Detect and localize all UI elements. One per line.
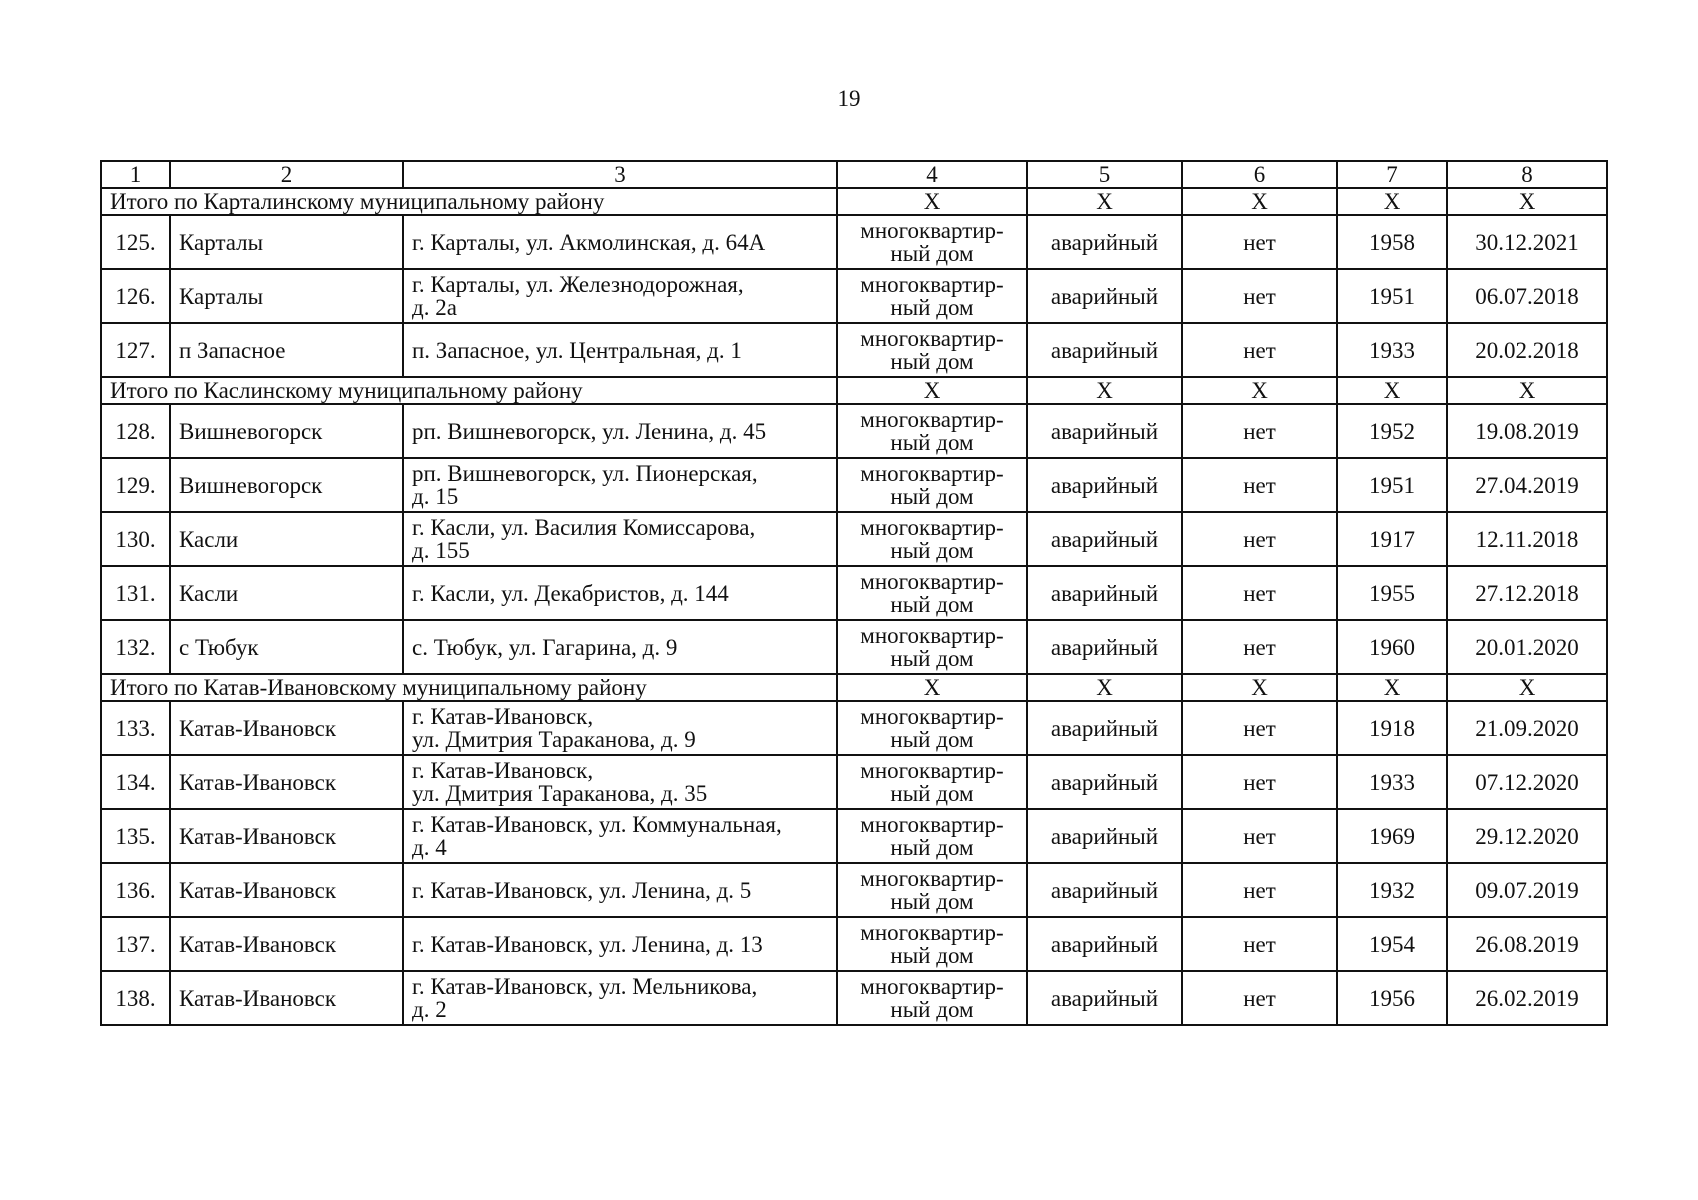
year-cell: 1954: [1337, 917, 1447, 971]
building-type-cell: [837, 458, 1027, 512]
address-line: д. 2: [412, 997, 447, 1022]
year-cell: 1951: [1337, 269, 1447, 323]
locality-cell: Касли: [170, 566, 403, 620]
year-cell: 1933: [1337, 755, 1447, 809]
address-line: г. Катав-Ивановск,: [412, 704, 594, 729]
condition-cell: аварийный: [1027, 755, 1182, 809]
building-type-cell: [837, 566, 1027, 620]
flag-cell: нет: [1182, 269, 1337, 323]
date-cell: 20.02.2018: [1447, 323, 1607, 377]
total-marker-cell: X: [1027, 377, 1182, 404]
total-marker-cell: X: [837, 188, 1027, 215]
flag-cell: нет: [1182, 809, 1337, 863]
building-type-line: ный дом: [890, 727, 974, 752]
address-cell: [403, 701, 837, 755]
total-marker-cell: X: [1447, 188, 1607, 215]
address-line: г. Касли, ул. Декабристов, д. 144: [412, 580, 729, 606]
building-type-cell: [837, 917, 1027, 971]
address-line: ул. Дмитрия Тараканова, д. 9: [412, 727, 696, 752]
address-cell: [403, 863, 837, 917]
table-row: [101, 458, 1607, 512]
building-type-line: ный дом: [890, 538, 974, 563]
total-marker-cell: X: [1447, 674, 1607, 701]
row-number-cell: 131.: [101, 566, 170, 620]
table-body: [101, 161, 1607, 1025]
table-row: [101, 404, 1607, 458]
district-total-label: Итого по Катав-Ивановскому муниципальному району: [101, 674, 837, 701]
locality-cell: Катав-Ивановск: [170, 971, 403, 1025]
year-cell: 1960: [1337, 620, 1447, 674]
condition-cell: аварийный: [1027, 215, 1182, 269]
row-number-cell: 128.: [101, 404, 170, 458]
address-cell: [403, 917, 837, 971]
flag-cell: нет: [1182, 863, 1337, 917]
building-type-line: многоквартир-: [860, 515, 1004, 540]
row-number-cell: 132.: [101, 620, 170, 674]
address-line: г. Карталы, ул. Железнодорожная,: [412, 272, 744, 297]
date-cell: 19.08.2019: [1447, 404, 1607, 458]
total-marker-cell: X: [1182, 674, 1337, 701]
date-cell: 07.12.2020: [1447, 755, 1607, 809]
address-cell: [403, 971, 837, 1025]
address-line: д. 2а: [412, 295, 457, 320]
building-type-cell: [837, 215, 1027, 269]
date-cell: 12.11.2018: [1447, 512, 1607, 566]
building-type-cell: [837, 809, 1027, 863]
building-type-line: ный дом: [890, 349, 974, 374]
condition-cell: аварийный: [1027, 701, 1182, 755]
year-cell: 1918: [1337, 701, 1447, 755]
condition-cell: аварийный: [1027, 917, 1182, 971]
locality-cell: п Запасное: [170, 323, 403, 377]
total-marker-cell: X: [1027, 674, 1182, 701]
district-total-label: Итого по Каслинскому муниципальному району: [101, 377, 837, 404]
condition-cell: аварийный: [1027, 566, 1182, 620]
building-type-cell: [837, 269, 1027, 323]
address-cell: [403, 323, 837, 377]
table-row: [101, 215, 1607, 269]
building-type-line: ный дом: [890, 835, 974, 860]
row-number-cell: 136.: [101, 863, 170, 917]
table-row: [101, 755, 1607, 809]
column-number-row: [101, 161, 1607, 188]
condition-cell: аварийный: [1027, 620, 1182, 674]
locality-cell: Катав-Ивановск: [170, 917, 403, 971]
row-number-cell: 133.: [101, 701, 170, 755]
building-type-line: ный дом: [890, 592, 974, 617]
building-type-line: многоквартир-: [860, 407, 1004, 432]
flag-cell: нет: [1182, 566, 1337, 620]
building-type-line: многоквартир-: [860, 623, 1004, 648]
building-type-line: многоквартир-: [860, 569, 1004, 594]
table-row: [101, 917, 1607, 971]
total-marker-cell: X: [837, 377, 1027, 404]
building-type-line: ный дом: [890, 295, 974, 320]
building-type-line: ный дом: [890, 781, 974, 806]
condition-cell: аварийный: [1027, 863, 1182, 917]
date-cell: 30.12.2021: [1447, 215, 1607, 269]
row-number-cell: 130.: [101, 512, 170, 566]
locality-cell: Карталы: [170, 215, 403, 269]
table-row: [101, 863, 1607, 917]
condition-cell: аварийный: [1027, 404, 1182, 458]
year-cell: 1932: [1337, 863, 1447, 917]
row-number-cell: 134.: [101, 755, 170, 809]
table-row: [101, 971, 1607, 1025]
building-type-cell: [837, 323, 1027, 377]
locality-cell: с Тюбук: [170, 620, 403, 674]
condition-cell: аварийный: [1027, 323, 1182, 377]
address-cell: [403, 809, 837, 863]
locality-cell: Катав-Ивановск: [170, 755, 403, 809]
building-type-line: многоквартир-: [860, 218, 1004, 243]
locality-cell: Катав-Ивановск: [170, 809, 403, 863]
column-number-cell: 5: [1027, 161, 1182, 188]
building-type-cell: [837, 620, 1027, 674]
year-cell: 1917: [1337, 512, 1447, 566]
address-cell: [403, 269, 837, 323]
total-marker-cell: X: [1447, 377, 1607, 404]
condition-cell: аварийный: [1027, 809, 1182, 863]
year-cell: 1933: [1337, 323, 1447, 377]
building-type-cell: [837, 863, 1027, 917]
condition-cell: аварийный: [1027, 269, 1182, 323]
locality-cell: Катав-Ивановск: [170, 863, 403, 917]
row-number-cell: 138.: [101, 971, 170, 1025]
district-total-row: [101, 674, 1607, 701]
address-cell: [403, 512, 837, 566]
district-total-row: [101, 188, 1607, 215]
flag-cell: нет: [1182, 512, 1337, 566]
date-cell: 20.01.2020: [1447, 620, 1607, 674]
column-number-cell: 2: [170, 161, 403, 188]
address-line: п. Запасное, ул. Центральная, д. 1: [412, 337, 742, 363]
district-total-label: Итого по Карталинскому муниципальному району: [101, 188, 837, 215]
row-number-cell: 127.: [101, 323, 170, 377]
flag-cell: нет: [1182, 917, 1337, 971]
building-type-line: многоквартир-: [860, 272, 1004, 297]
building-type-cell: [837, 512, 1027, 566]
date-cell: 29.12.2020: [1447, 809, 1607, 863]
condition-cell: аварийный: [1027, 512, 1182, 566]
building-type-line: ный дом: [890, 241, 974, 266]
building-type-line: многоквартир-: [860, 974, 1004, 999]
year-cell: 1955: [1337, 566, 1447, 620]
flag-cell: нет: [1182, 404, 1337, 458]
row-number-cell: 129.: [101, 458, 170, 512]
flag-cell: нет: [1182, 620, 1337, 674]
building-type-line: многоквартир-: [860, 326, 1004, 351]
address-cell: [403, 755, 837, 809]
column-number-cell: 4: [837, 161, 1027, 188]
building-type-line: многоквартир-: [860, 812, 1004, 837]
table-row: [101, 809, 1607, 863]
condition-cell: аварийный: [1027, 458, 1182, 512]
building-type-line: ный дом: [890, 430, 974, 455]
total-marker-cell: X: [1337, 188, 1447, 215]
flag-cell: нет: [1182, 323, 1337, 377]
address-line: рп. Вишневогорск, ул. Ленина, д. 45: [412, 418, 767, 444]
address-line: д. 4: [412, 835, 447, 860]
address-line: г. Катав-Ивановск, ул. Мельникова,: [412, 974, 758, 999]
flag-cell: нет: [1182, 458, 1337, 512]
building-type-line: многоквартир-: [860, 866, 1004, 891]
building-type-line: многоквартир-: [860, 704, 1004, 729]
housing-registry-table: [100, 160, 1608, 1026]
column-number-cell: 6: [1182, 161, 1337, 188]
date-cell: 26.02.2019: [1447, 971, 1607, 1025]
table-row: [101, 620, 1607, 674]
district-total-row: [101, 377, 1607, 404]
column-number-cell: 1: [101, 161, 170, 188]
condition-cell: аварийный: [1027, 971, 1182, 1025]
locality-cell: Карталы: [170, 269, 403, 323]
year-cell: 1951: [1337, 458, 1447, 512]
address-line: г. Карталы, ул. Акмолинская, д. 64А: [412, 229, 766, 255]
address-line: ул. Дмитрия Тараканова, д. 35: [412, 781, 708, 806]
year-cell: 1956: [1337, 971, 1447, 1025]
date-cell: 26.08.2019: [1447, 917, 1607, 971]
total-marker-cell: X: [1027, 188, 1182, 215]
address-line: г. Катав-Ивановск, ул. Коммунальная,: [412, 812, 782, 837]
total-marker-cell: X: [1337, 377, 1447, 404]
date-cell: 27.04.2019: [1447, 458, 1607, 512]
locality-cell: Вишневогорск: [170, 404, 403, 458]
total-marker-cell: X: [1337, 674, 1447, 701]
flag-cell: нет: [1182, 755, 1337, 809]
row-number-cell: 137.: [101, 917, 170, 971]
total-marker-cell: X: [1182, 188, 1337, 215]
address-cell: [403, 620, 837, 674]
address-line: д. 155: [412, 538, 470, 563]
building-type-line: ный дом: [890, 997, 974, 1022]
total-marker-cell: X: [1182, 377, 1337, 404]
building-type-cell: [837, 971, 1027, 1025]
table-row: [101, 512, 1607, 566]
building-type-cell: [837, 404, 1027, 458]
flag-cell: нет: [1182, 701, 1337, 755]
table-row: [101, 323, 1607, 377]
locality-cell: Катав-Ивановск: [170, 701, 403, 755]
building-type-cell: [837, 701, 1027, 755]
row-number-cell: 126.: [101, 269, 170, 323]
row-number-cell: 125.: [101, 215, 170, 269]
page-number: 19: [837, 86, 861, 111]
address-line: с. Тюбук, ул. Гагарина, д. 9: [412, 634, 678, 660]
table-row: [101, 566, 1607, 620]
table-row: [101, 269, 1607, 323]
address-line: рп. Вишневогорск, ул. Пионерская,: [412, 461, 758, 486]
year-cell: 1952: [1337, 404, 1447, 458]
address-cell: [403, 215, 837, 269]
date-cell: 21.09.2020: [1447, 701, 1607, 755]
column-number-cell: 8: [1447, 161, 1607, 188]
address-line: г. Катав-Ивановск, ул. Ленина, д. 5: [412, 877, 752, 903]
building-type-line: многоквартир-: [860, 920, 1004, 945]
address-line: г. Катав-Ивановск,: [412, 758, 594, 783]
address-cell: [403, 458, 837, 512]
year-cell: 1969: [1337, 809, 1447, 863]
building-type-line: ный дом: [890, 943, 974, 968]
address-line: г. Катав-Ивановск, ул. Ленина, д. 13: [412, 931, 763, 957]
address-line: г. Касли, ул. Василия Комиссарова,: [412, 515, 756, 540]
address-cell: [403, 404, 837, 458]
building-type-cell: [837, 755, 1027, 809]
building-type-line: ный дом: [890, 889, 974, 914]
date-cell: 06.07.2018: [1447, 269, 1607, 323]
column-number-cell: 7: [1337, 161, 1447, 188]
locality-cell: Вишневогорск: [170, 458, 403, 512]
locality-cell: Касли: [170, 512, 403, 566]
address-line: д. 15: [412, 484, 459, 509]
building-type-line: ный дом: [890, 484, 974, 509]
address-cell: [403, 566, 837, 620]
building-type-line: многоквартир-: [860, 758, 1004, 783]
flag-cell: нет: [1182, 215, 1337, 269]
date-cell: 27.12.2018: [1447, 566, 1607, 620]
building-type-line: многоквартир-: [860, 461, 1004, 486]
building-type-line: ный дом: [890, 646, 974, 671]
row-number-cell: 135.: [101, 809, 170, 863]
column-number-cell: 3: [403, 161, 837, 188]
year-cell: 1958: [1337, 215, 1447, 269]
flag-cell: нет: [1182, 971, 1337, 1025]
table-row: [101, 701, 1607, 755]
total-marker-cell: X: [837, 674, 1027, 701]
date-cell: 09.07.2019: [1447, 863, 1607, 917]
